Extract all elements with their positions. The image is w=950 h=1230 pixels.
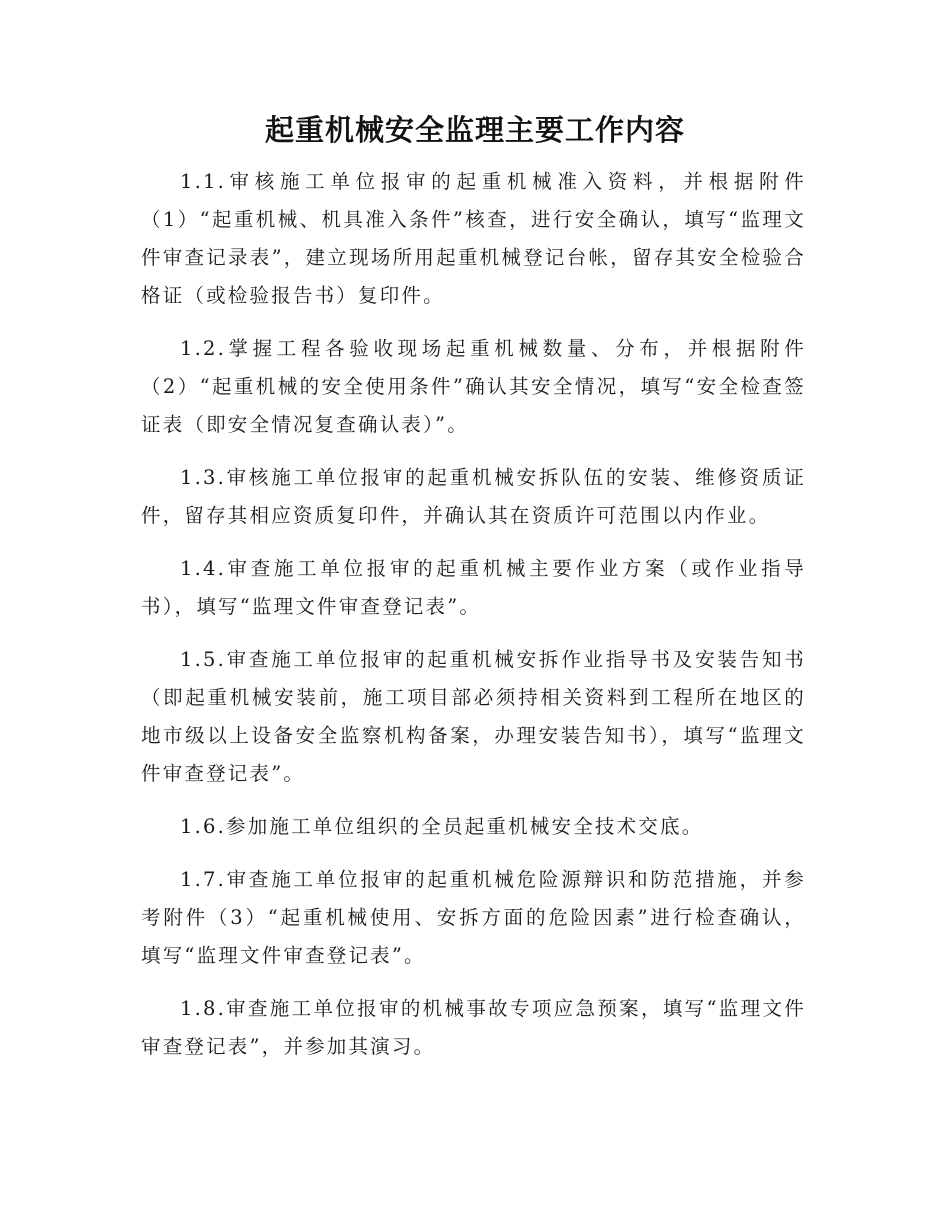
document-title: 起重机械安全监理主要工作内容	[264, 113, 685, 147]
document-body	[141, 163, 806, 1081]
paragraph-1-6: 1.6.参加施工单位组织的全员起重机械安全技术交底。	[180, 815, 704, 838]
paragraph-1-1: 1.1.审核施工单位报审的起重机械准入资料，并根据附件（1）“起重机械、机具准入条件”核查，进行安全确认，填写“监理文件审查记录表”，建立现场所用起重机械登记台帐，留存其安全检验合格证（或检验报告书）复印件。	[141, 170, 806, 307]
paragraph-1-4: 1.4.审查施工单位报审的起重机械主要作业方案（或作业指导书），填写“监理文件审查登记表”。	[141, 557, 806, 618]
paragraph-1-5: 1.5.审查施工单位报审的起重机械安拆作业指导书及安装告知书（即起重机械安装前，施工项目部必须持相关资料到工程所在地区的地市级以上设备安全监察机构备案，办理安装告知书），填写“监理文件审查登记表”。	[141, 648, 806, 785]
paragraph-1-8: 1.8.审查施工单位报审的机械事故专项应急预案，填写“监理文件审查登记表”，并参加其演习。	[141, 997, 806, 1058]
paragraph-1-3: 1.3.审核施工单位报审的起重机械安拆队伍的安装、维修资质证件，留存其相应资质复印件，并确认其在资质许可范围以内作业。	[141, 466, 806, 527]
paragraph-1-2: 1.2.掌握工程各验收现场起重机械数量、分布，并根据附件（2）“起重机械的安全使用条件”确认其安全情况，填写“安全检查签证表（即安全情况复查确认表）”。	[141, 337, 806, 436]
paragraph-1-7: 1.7.审查施工单位报审的起重机械危险源辩识和防范措施，并参考附件（3）“起重机械使用、安拆方面的危险因素”进行检查确认，填写“监理文件审查登记表”。	[141, 868, 806, 967]
